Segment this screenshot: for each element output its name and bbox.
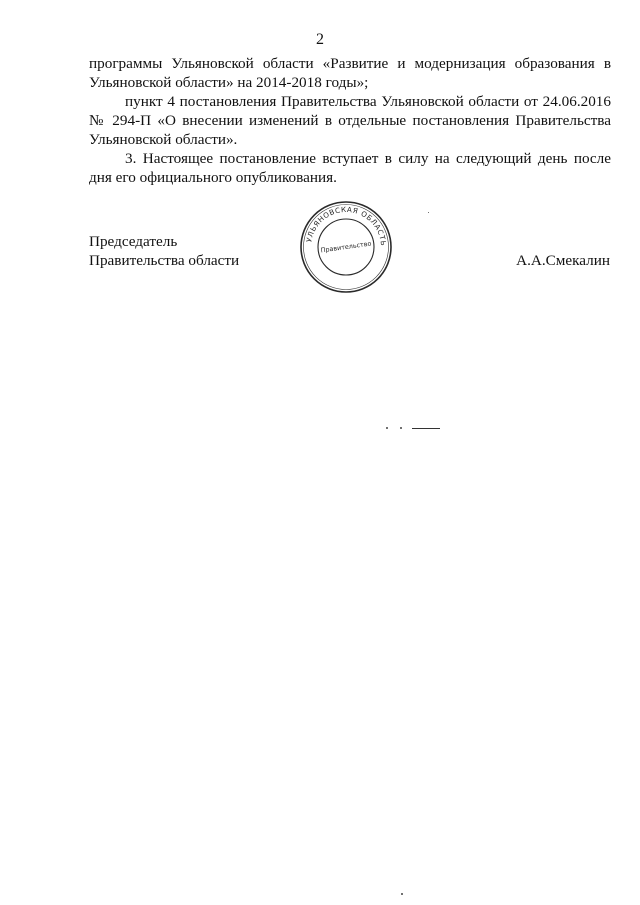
seal-ring-text: УЛЬЯНОВСКАЯ ОБЛАСТЬ <box>304 204 389 247</box>
scan-artifact-dot <box>428 212 429 213</box>
paragraph-item: пункт 4 постановления Правительства Ульяновской области от 24.06.2016 № 294-П «О внесении изменений в отдельные постановления Правительства Ульяновской области». <box>89 93 611 148</box>
scan-artifact-line <box>412 428 440 429</box>
signatory-name: А.А.Смекалин <box>516 252 610 269</box>
seal-center-text: Правительство <box>320 239 372 255</box>
scan-artifact-dot <box>400 427 402 429</box>
official-seal <box>298 199 394 295</box>
scan-artifact-dot <box>401 893 403 895</box>
signatory-title-line-1: Председатель <box>89 233 178 250</box>
page-number: 2 <box>316 31 324 48</box>
paragraph-continuation: программы Ульяновской области «Развитие и модернизация образования в Ульяновской области» на 2014-2018 годы»; <box>89 55 611 91</box>
signatory-title <box>89 232 239 270</box>
seal-graphic <box>298 199 394 295</box>
paragraph-effective-date: 3. Настоящее постановление вступает в силу на следующий день после дня его официального опубликования. <box>89 150 611 186</box>
scan-artifact-dot <box>386 427 388 429</box>
document-body <box>89 54 611 187</box>
signatory-title-line-2: Правительства области <box>89 252 240 269</box>
